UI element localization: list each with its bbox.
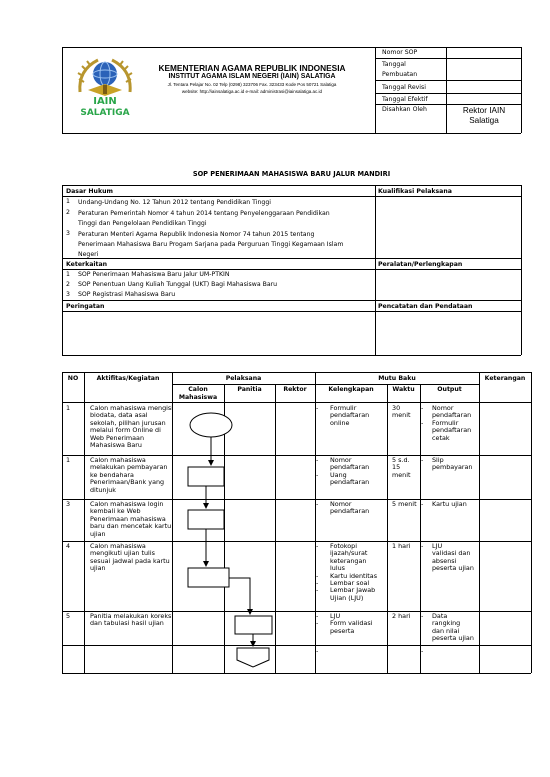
institute-name: INSTITUT AGAMA ISLAM NEGERI (IAIN) SALATIGA (168, 73, 336, 80)
meta-label-tanggal-efektif: Tanggal Efektif (382, 96, 428, 103)
activity-line: Calon mahasiswa (90, 542, 146, 550)
activity-line: Calon mahasiswa mengisi (90, 404, 174, 412)
kelengkapan-text: Form validasi (330, 619, 373, 628)
bullet-dash: - (316, 500, 319, 508)
peringatan-label: Peringatan (66, 303, 105, 310)
kelengkapan-text: pendaftaran (330, 478, 370, 487)
kelengkapan-text: peserta (330, 626, 355, 635)
activity-line: Mahasiswa Baru (90, 441, 142, 450)
pencatatan-label: Pencatatan dan Pendataan (378, 303, 473, 310)
logo-text-salatiga: SALATIGA (80, 108, 130, 118)
output-text: Data (432, 612, 448, 620)
output-text: Nomor (432, 404, 454, 412)
peralatan-label: Peralatan/Perlengkapan (378, 261, 463, 268)
bullet-dash: - (316, 404, 319, 412)
flow-offpage-connector (237, 648, 269, 667)
output-text: Slip (432, 456, 444, 464)
col-header-keterangan: Keterangan (484, 375, 526, 382)
document-title: SOP PENERIMAAN MAHASISWA BARU JALUR MANDIRI (192, 170, 391, 178)
waktu-line: 2 hari (392, 612, 411, 620)
output-text: pendaftaran (432, 411, 472, 420)
output-text: pembayaran (432, 463, 473, 472)
keterkaitan-label: Keterkaitan (66, 261, 108, 268)
ministry-name: KEMENTERIAN AGAMA REPUBLIK INDONESIA (158, 63, 346, 73)
kelengkapan-text: Formulir (330, 404, 357, 412)
kelengkapan-text: pendaftaran (330, 507, 370, 516)
kelengkapan-text: Uang (330, 470, 347, 479)
waktu-line: 1 hari (392, 542, 411, 550)
dasar-hukum-number: 3 (66, 230, 70, 237)
output-text: Formulir (432, 418, 459, 427)
activity-line: ke bendahara (90, 470, 134, 479)
bullet-dash: - (421, 456, 424, 464)
bullet-dash: - (316, 470, 319, 479)
output-text: dan nilai (432, 626, 460, 635)
output-text: validasi dan (432, 549, 471, 558)
activity-line: ujian (90, 529, 106, 538)
waktu-line: 5 s.d. (392, 456, 410, 464)
kelengkapan-text: online (330, 418, 350, 427)
row-number: 5 (66, 612, 71, 620)
kelengkapan-text: Kartu identitas (330, 571, 378, 580)
meta-label-tanggal-pembuatan: Tanggal Pembuatan (382, 61, 418, 78)
col-header-mutu-baku: Mutu Baku (378, 375, 416, 382)
kualifikasi-label: Kualifikasi Pelaksana (378, 188, 452, 195)
activity-line: sekolah, pilihan jurusan (90, 418, 166, 427)
output-text: LJU (432, 542, 443, 550)
keterkaitan-item: SOP Registrasi Mahasiswa Baru (78, 291, 176, 298)
waktu-line: 30 (392, 404, 401, 412)
row-number: 3 (66, 500, 71, 508)
col-header-no: NO (67, 375, 79, 382)
col-header-calon-mahasiswa: Calon Mahasiswa (178, 386, 218, 401)
col-header-panitia: Panitia (237, 386, 262, 393)
empty-row-dash: - (421, 647, 424, 655)
dasar-hukum-line: Peraturan Pemerintah Nomor 4 tahun 2014 tentang Penyelenggaraan Pendidikan (78, 210, 330, 217)
bullet-dash: - (316, 456, 319, 464)
bullet-dash: - (421, 404, 424, 412)
flow-step-print-card (188, 510, 224, 529)
kelengkapan-text: Nomor (330, 500, 352, 508)
col-header-rektor: Rektor (283, 386, 307, 393)
dasar-hukum-line: Tinggi dan Pengelolaan Pendidikan Tinggi (78, 220, 207, 227)
meta-label-nomor-sop: Nomor SOP (382, 49, 418, 56)
meta-label-tanggal-revisi: Tanggal Revisi (382, 84, 426, 91)
activity-line: sesuai jadwal pada kartu (90, 556, 170, 565)
kelengkapan-text: Ujian (LJU) (330, 593, 364, 602)
keterkaitan-item: SOP Penentuan Uang Kuliah Tunggal (UKT) Bagi Mahasiswa Baru (78, 281, 278, 288)
col-header-output: Output (437, 386, 462, 393)
bullet-dash: - (316, 619, 319, 628)
keterkaitan-item: SOP Penerimaan Mahasiswa Baru Jalur UM-PTKIN (78, 271, 230, 278)
kelengkapan-text: lulus (330, 564, 345, 573)
output-text: peserta ujian (432, 564, 474, 573)
activity-line: ujian (90, 564, 106, 573)
col-header-kelengkapan: Kelengkapan (328, 386, 374, 393)
kelengkapan-text: Nomor (330, 456, 352, 464)
output-text: Kartu ujian (432, 500, 467, 508)
institute-address: Jl. Tentara Pelajar No. 02 Telp (0298) 323706 Fax. 323433 Kode Pos 50721 Salatiga (167, 82, 337, 87)
activity-line: Web Penerimaan (90, 433, 145, 442)
bullet-dash: - (421, 418, 424, 427)
kelengkapan-text: pendaftaran (330, 463, 370, 472)
dasar-hukum-line: Negeri (78, 251, 99, 258)
dasar-hukum-line: Penerimaan Mahasiswa Baru Progam Sarjana pada Perguruan Tinggi Kegamaan Islam (78, 241, 344, 248)
activity-line: kembali ke Web (90, 507, 141, 516)
flow-step-exam (188, 568, 229, 587)
institute-website: website: http://iainsalatiga.ac.id e-mail: administrasi@iainsalatiga.ac.id (181, 89, 323, 94)
activity-line: Panitia melakukan koreksi (90, 612, 174, 620)
dasar-hukum-label: Dasar Hukum (66, 188, 113, 195)
activity-line: Calon mahasiswa (90, 456, 146, 464)
logo-text-iain: IAIN (93, 96, 117, 107)
row-number: 1 (66, 456, 71, 464)
bullet-dash: - (421, 500, 424, 508)
kelengkapan-text: Lembar Jawab (330, 586, 376, 595)
empty-row-dash: - (316, 647, 319, 655)
col-header-waktu: Waktu (392, 386, 415, 393)
kelengkapan-text: Lembar soal (330, 579, 370, 588)
kelengkapan-text: keterangan (330, 556, 367, 565)
output-text: cetak (432, 433, 450, 442)
flow-step-correction (235, 616, 272, 634)
approver-name: Rektor IAIN Salatiga (462, 106, 506, 125)
dasar-hukum-line: Undang-Undang No. 12 Tahun 2012 tentang Pendidikan Tinggi (78, 199, 271, 206)
row-number: 4 (66, 542, 71, 550)
activity-line: Penerimaan/Bank yang (90, 478, 165, 487)
kelengkapan-text: LJU (330, 612, 341, 620)
dasar-hukum-line: Peraturan Menteri Agama Republik Indonesia Nomor 74 tahun 2015 tentang (78, 231, 315, 238)
keterkaitan-number: 1 (66, 271, 70, 278)
activity-line: ditunjuk (90, 485, 116, 494)
col-header-aktifitas: Aktifitas/Kegiatan (96, 375, 160, 382)
waktu-line: menit (392, 411, 411, 420)
meta-label-disahkan-oleh: Disahkan Oleh (382, 106, 427, 113)
flow-start-terminator (190, 413, 232, 437)
waktu-line: 15 (392, 463, 401, 472)
bullet-dash: - (316, 612, 319, 620)
activity-line: mengikuti ujian tulis (90, 549, 155, 558)
kelengkapan-text: ijazah/surat (330, 549, 368, 558)
col-header-pelaksana: Pelaksana (225, 375, 262, 382)
activity-line: melalui form Online di (90, 426, 161, 435)
activity-line: melakukan pembayaran (90, 463, 168, 472)
bullet-dash: - (316, 571, 319, 580)
activity-line: dan tabulasi hasil ujian (90, 619, 164, 628)
bullet-dash: - (316, 586, 319, 595)
dasar-hukum-number: 2 (66, 209, 70, 216)
bullet-dash: - (421, 542, 424, 550)
output-text: peserta ujian (432, 634, 474, 643)
output-text: pendaftaran (432, 426, 472, 435)
bullet-dash: - (421, 612, 424, 620)
activity-line: Calon mahasiswa login (90, 500, 164, 508)
row-number: 1 (66, 404, 71, 412)
waktu-line: 5 menit (392, 500, 417, 508)
waktu-line: menit (392, 470, 411, 479)
activity-line: Penerimaan mahasiswa (90, 514, 166, 523)
output-text: absensi (432, 556, 457, 565)
bullet-dash: - (316, 579, 319, 588)
flow-step-payment (188, 467, 224, 486)
kelengkapan-text: Fotokopi (330, 542, 357, 550)
bullet-dash: - (316, 542, 319, 550)
keterkaitan-number: 3 (66, 291, 70, 298)
output-text: rangking (432, 619, 461, 628)
activity-line: biodata, data asal (90, 411, 148, 420)
keterkaitan-number: 2 (66, 281, 70, 288)
dasar-hukum-number: 1 (66, 198, 70, 205)
activity-line: baru dan mencetak kartu (90, 522, 172, 531)
kelengkapan-text: pendaftaran (330, 411, 370, 420)
